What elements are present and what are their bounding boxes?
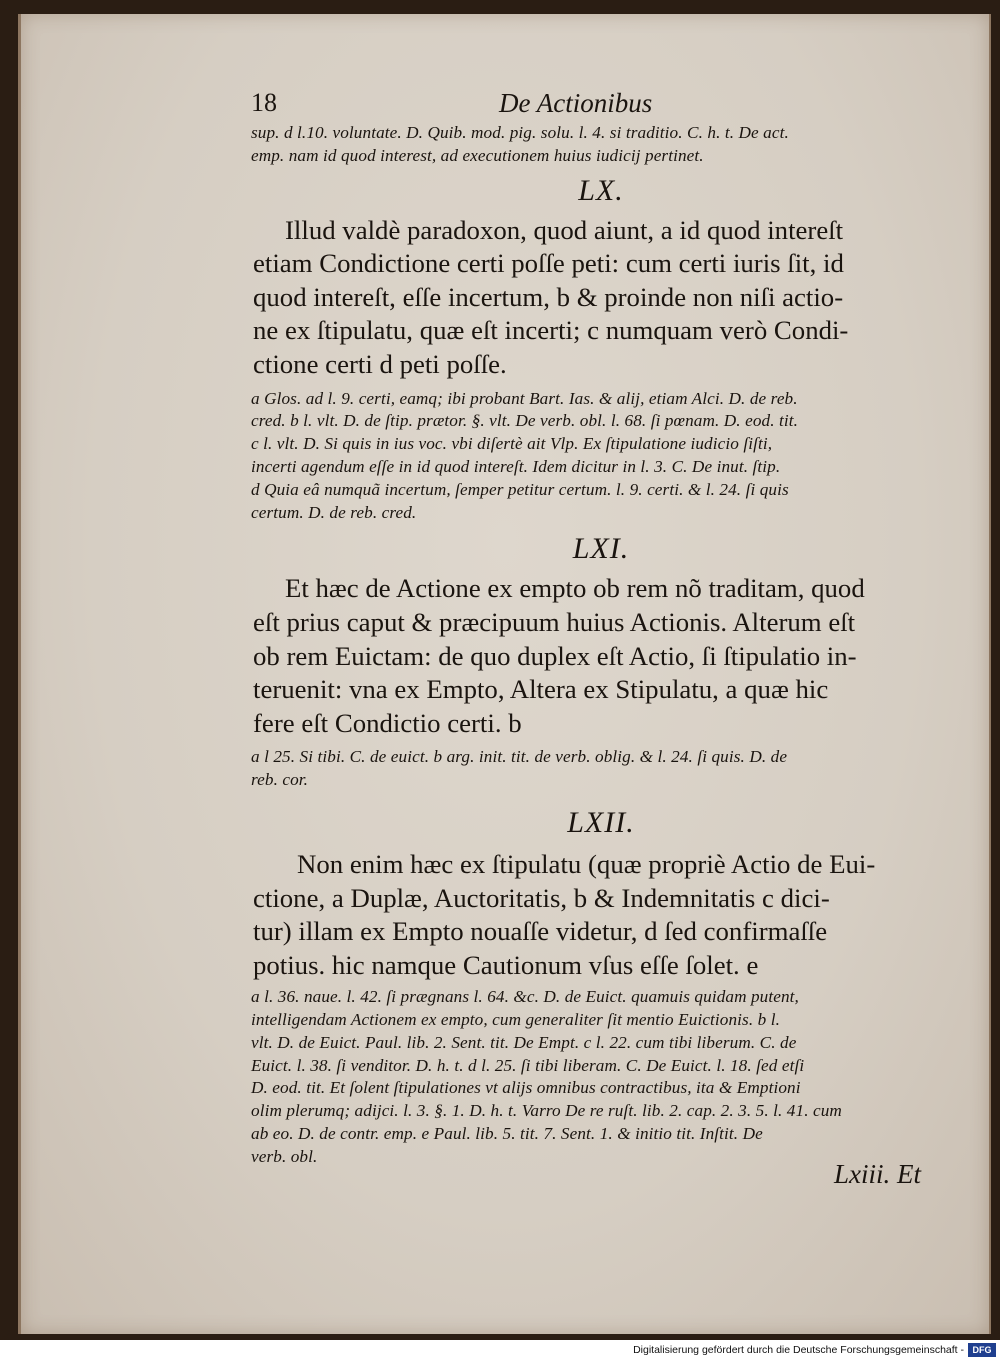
note-line: certum. D. de reb. cred.	[251, 502, 417, 522]
note-line: Euict. l. 38. ſi venditor. D. h. t. d l. 25. ſi tibi liberam. C. De Euict. l. 18. ſed etſi	[251, 1055, 805, 1075]
section-body	[251, 214, 951, 382]
section-body	[251, 848, 951, 982]
body-line: ob rem Euictam: de quo duplex eſt Actio, ſi ſtipulatio in-	[253, 640, 857, 671]
note-line: reb. cor.	[251, 770, 309, 790]
body-line: ctione certi d peti poſſe.	[253, 348, 507, 379]
note-line: olim plerumq; adijci. l. 3. §. 1. D. h. t. Varro De re ruſt. lib. 2. cap. 2. 3. 5. l. 41. cum	[251, 1101, 842, 1121]
note-line: vlt. D. de Euict. Paul. lib. 2. Sent. tit. De Empt. c l. 22. cum tibi liberum. C. de	[251, 1032, 797, 1052]
running-title: De Actionibus	[499, 88, 653, 118]
section-number: LXI.	[572, 532, 630, 566]
note-line: cred. b l. vlt. D. de ſtip. prætor. §. vlt. De verb. obl. l. 68. ſi pœnam. D. eod. tit.	[251, 411, 799, 431]
digitization-credit: Digitalisierung gefördert durch die Deutsche Forschungsgemeinschaft -	[633, 1344, 964, 1356]
continuation-note	[251, 122, 951, 168]
note-line: a Glos. ad l. 9. certi, eamq; ibi probant Bart. Ias. & alij, etiam Alci. D. de reb.	[251, 388, 798, 408]
body-line: Non enim hæc ex ſtipulatu (quæ propriè Actio de Eui-	[297, 848, 876, 879]
body-line: tur) illam ex Empto nouaſſe videtur, d ſed confirmaſſe	[253, 916, 828, 947]
body-line: potius. hic namque Cautionum vſus eſſe ſolet. e	[253, 949, 759, 980]
body-line: ne ex ſtipulatu, quæ eſt incerti; c numquam verò Condi-	[253, 315, 849, 346]
page-number: 18	[251, 88, 277, 117]
body-line: teruenit: vna ex Empto, Altera ex Stipulatu, a quæ hic	[253, 674, 829, 705]
note-line: d Quia eâ numquã incertum, ſemper petitur certum. l. 9. certi. & l. 24. ſi quis	[251, 479, 789, 499]
body-line: Illud valdè paradoxon, quod aiunt, a id quod intereſt	[285, 214, 844, 245]
catchword: Lxiii. Et	[834, 1159, 921, 1189]
footer-bar	[0, 1340, 1000, 1361]
note-line: intelligendam Actionem ex empto, cum generaliter ſit mentio Euictionis. b l.	[251, 1010, 781, 1030]
dfg-logo-icon: DFG	[968, 1343, 996, 1357]
body-line: ctione, a Duplæ, Auctoritatis, b & Indemnitatis c dici-	[253, 882, 830, 913]
body-line: quod intereſt, eſſe incertum, b & proinde non niſi actio-	[253, 281, 844, 312]
note-line: emp. nam id quod interest, ad executionem huius iudicij pertinet.	[251, 145, 704, 165]
section-number: LX.	[578, 173, 624, 207]
body-line: eſt prius caput & præcipuum huius Actionis. Alterum eſt	[253, 606, 856, 637]
note-line: verb. obl.	[251, 1146, 318, 1166]
note-line: sup. d l.10. voluntate. D. Quib. mod. pig. solu. l. 4. si traditio. C. h. t. De act.	[251, 123, 789, 142]
section-number: LXII.	[567, 805, 635, 839]
section-notes	[251, 746, 951, 792]
book-page	[18, 14, 991, 1334]
page-header	[251, 86, 951, 122]
note-line: c l. vlt. D. Si quis in ius voc. vbi diſertè ait Vlp. Ex ſtipulatione iudicio ſiſti,	[251, 434, 773, 454]
text-block	[251, 86, 951, 1169]
body-line: fere eſt Condictio certi. b	[253, 707, 522, 738]
section-body	[251, 572, 951, 740]
note-line: a l. 36. naue. l. 42. ſi prægnans l. 64. &c. D. de Euict. quamuis quidam putent,	[251, 987, 799, 1007]
note-line: a l 25. Si tibi. C. de euict. b arg. init. tit. de verb. oblig. & l. 24. ſi quis. D. de	[251, 747, 788, 767]
body-line: Et hæc de Actione ex empto ob rem nõ traditam, quod	[285, 573, 865, 604]
note-line: incerti agendum eſſe in id quod intereſt. Idem dicitur in l. 3. C. De inut. ſtip.	[251, 456, 781, 476]
section-notes	[251, 388, 951, 525]
section-notes	[251, 986, 951, 1168]
body-line: etiam Condictione certi poſſe peti: cum certi iuris ſit, id	[253, 248, 844, 279]
note-line: D. eod. tit. Et ſolent ſtipulationes vt alijs omnibus contractibus, ita & Emptioni	[251, 1078, 801, 1098]
note-line: ab eo. D. de contr. emp. e Paul. lib. 5. tit. 7. Sent. 1. & initio tit. Inſtit. De	[251, 1124, 763, 1144]
